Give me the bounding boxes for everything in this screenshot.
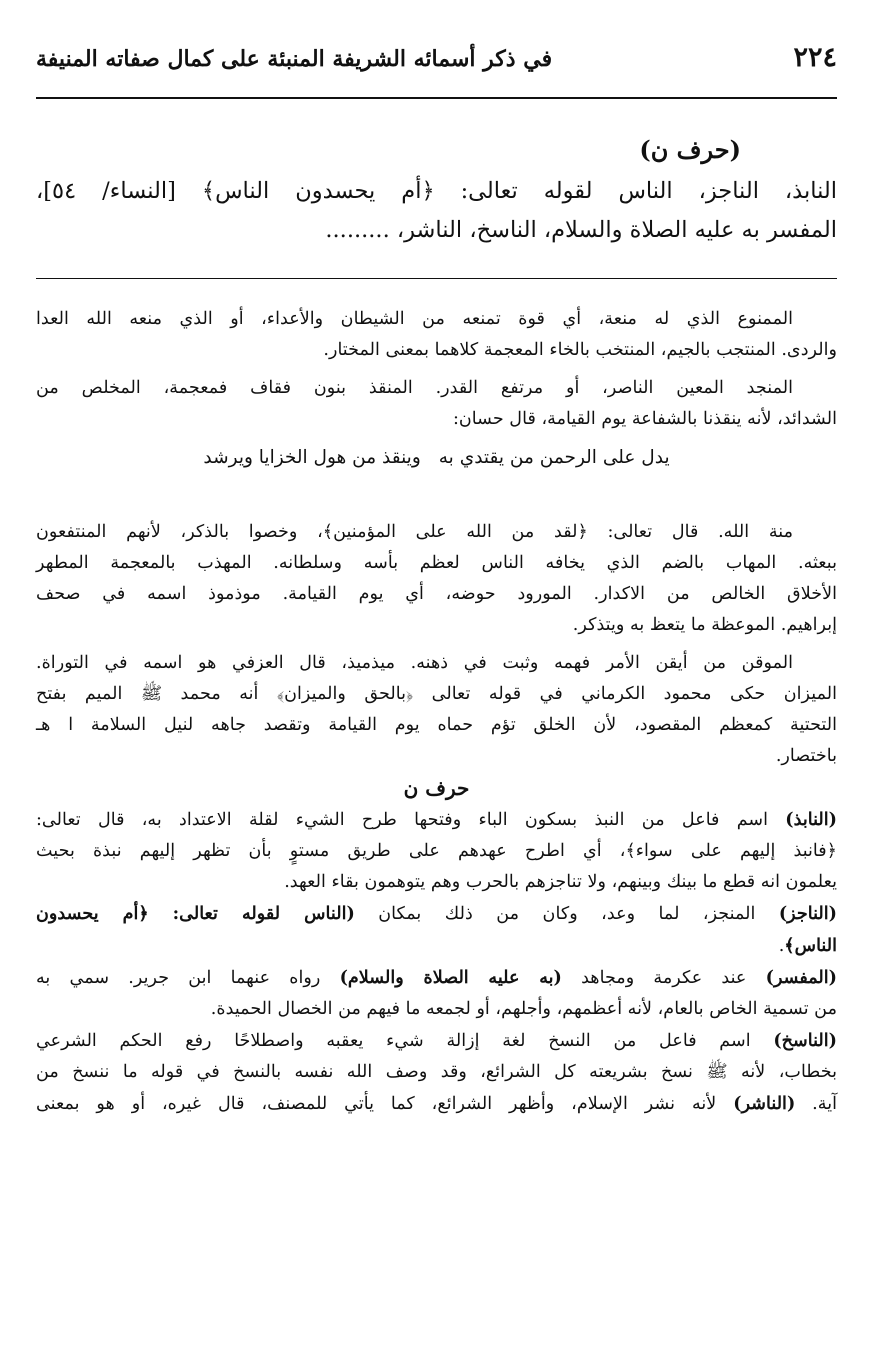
matn-line: النابذ، الناجز، الناس لقوله تعالى: ﴿أم يحسدون الناس﴾ [النساء/ ٥٤]، — [36, 178, 837, 204]
paragraph-minnah — [36, 517, 837, 641]
entry-term: (المفسر) — [765, 967, 837, 988]
paragraph-mamnu — [36, 304, 837, 366]
verse-hemistich: وينقذ من هول الخزايا ويرشد — [203, 447, 421, 468]
entry-mufassir — [36, 962, 837, 1025]
text-line: المنجد المعين الناصر، أو مرتفع القدر. المنقذ بنون فقاف فمعجمة، المخلص من — [36, 378, 793, 398]
sharh-heading: حرف ن — [403, 776, 470, 800]
page-header — [36, 38, 837, 78]
entry-nasikh — [36, 1025, 837, 1120]
quoted-matn: (به عليه الصلاة والسلام) — [339, 967, 562, 988]
main-text-block — [36, 128, 837, 250]
quoted-matn: الناس﴾ — [784, 935, 837, 956]
entry-term: (الناسخ) — [773, 1030, 838, 1051]
paragraph-munjid — [36, 373, 837, 435]
text-line: ﴿فانبذ إليهم على سواء﴾، أي اطرح عهدهم على طريق مستوٍ بأن تظهر إليهم نبذة بحيث — [36, 841, 837, 861]
text-span: آية. — [795, 1094, 837, 1114]
text-span: المنجز، لما وعد، وكان من ذلك بمكان — [354, 904, 779, 924]
header-rule — [36, 97, 837, 99]
text-line: إبراهيم. الموعظة ما يتعظ به ويتذكر. — [572, 615, 837, 635]
text-line: اسم فاعل من النبذ بسكون الباء وفتحها طرح الشيء لقلة الاعتداد به، قال تعالى: — [36, 810, 786, 830]
text-span: اسم فاعل من النسخ لغة إزالة شيء يعقبه واصطلاحًا رفع الحكم الشرعي — [36, 1031, 774, 1051]
verse-line — [36, 435, 837, 483]
entry-term: (الناشر) — [733, 1093, 796, 1114]
matn-line: المفسر به عليه الصلاة والسلام، الناسخ، الناشر، ......... — [325, 217, 837, 243]
text-line: الشدائد، لأنه ينقذنا بالشفاعة يوم القيامة، قال حسان: — [452, 409, 837, 429]
section-rule — [36, 278, 837, 279]
text-line: باختصار. — [775, 746, 837, 766]
text-line: والردى. المنتجب بالجيم، المنتخب بالخاء المعجمة كلاهما بمعنى المختار. — [323, 340, 837, 360]
page-number: ٢٢٤ — [793, 42, 837, 73]
verse-hemistich: يدل على الرحمن من يقتدي به — [438, 447, 670, 468]
commentary-block — [36, 304, 837, 1120]
text-span: . — [778, 936, 785, 956]
entry-term: (الناجز) — [778, 903, 837, 924]
entry-najiz — [36, 898, 837, 962]
text-line: من تسمية الخاص بالعام، لأنه أعظمهم، وأجلهم، أو لجمعه ما فيهم من الخصال الحميدة. — [210, 999, 837, 1019]
running-title: في ذكر أسمائه الشريفة المنبئة على كمال صفاته المنيفة — [36, 46, 553, 72]
text-line: ببعثه. المهاب بالضم الذي يخافه الناس لعظم بأسه وسلطانه. المهذب بالمعجمة المطهر — [36, 553, 837, 573]
text-span: لأنه نشر الإسلام، وأظهر الشرائع، كما يأتي للمصنف، قال غيره، أو هو بمعنى — [36, 1094, 734, 1114]
text-line: بخطاب، لأنه ﷺ نسخ بشريعته كل الشرائع، وقد وصف الله نفسه بالنسخ في قوله ما ننسخ من — [36, 1062, 837, 1082]
text-line: التحتية كمعظم المقصود، لأن الخلق تؤم حماه يوم القيامة وتقصد جاهه لنيل السلامة ا هـ — [36, 715, 837, 735]
text-line: منة الله. قال تعالى: ﴿لقد من الله على المؤمنين﴾، وخصوا بالذكر، لأنهم المنتفعون — [36, 522, 793, 542]
text-span: رواه عنهما ابن جرير. سمي به — [36, 968, 340, 988]
entry-term: (النابذ) — [785, 809, 837, 830]
entry-nabidh — [36, 804, 837, 898]
matn-heading: (حرف ن) — [639, 135, 741, 164]
quoted-matn: (الناس لقوله تعالى: ﴿أم يحسدون — [36, 903, 355, 924]
paragraph-muqin — [36, 648, 837, 772]
text-line: يعلمون انه قطع ما بينك وبينهم، ولا تناجزهم بالحرب وهم يتوهمون بقاء العهد. — [284, 872, 837, 892]
text-line: الممنوع الذي له منعة، أي قوة تمنعه من الشيطان والأعداء، أو الذي منعه الله العدا — [36, 309, 793, 329]
text-line: الموقن من أيقن الأمر فهمه وثبت في ذهنه. ميذميذ، قال العزفي هو اسمه في التوراة. — [36, 653, 793, 673]
text-line: الأخلاق الخالص من الاكدار. المورود حوضه، أي يوم القيامة. موذموذ اسمه في صحف — [36, 584, 837, 604]
text-line: الميزان حكى محمود الكرماني في قوله تعالى ﴿بالحق والميزان﴾ أنه محمد ﷺ الميم بفتح — [36, 684, 837, 704]
text-span: عند عكرمة ومجاهد — [561, 968, 766, 988]
